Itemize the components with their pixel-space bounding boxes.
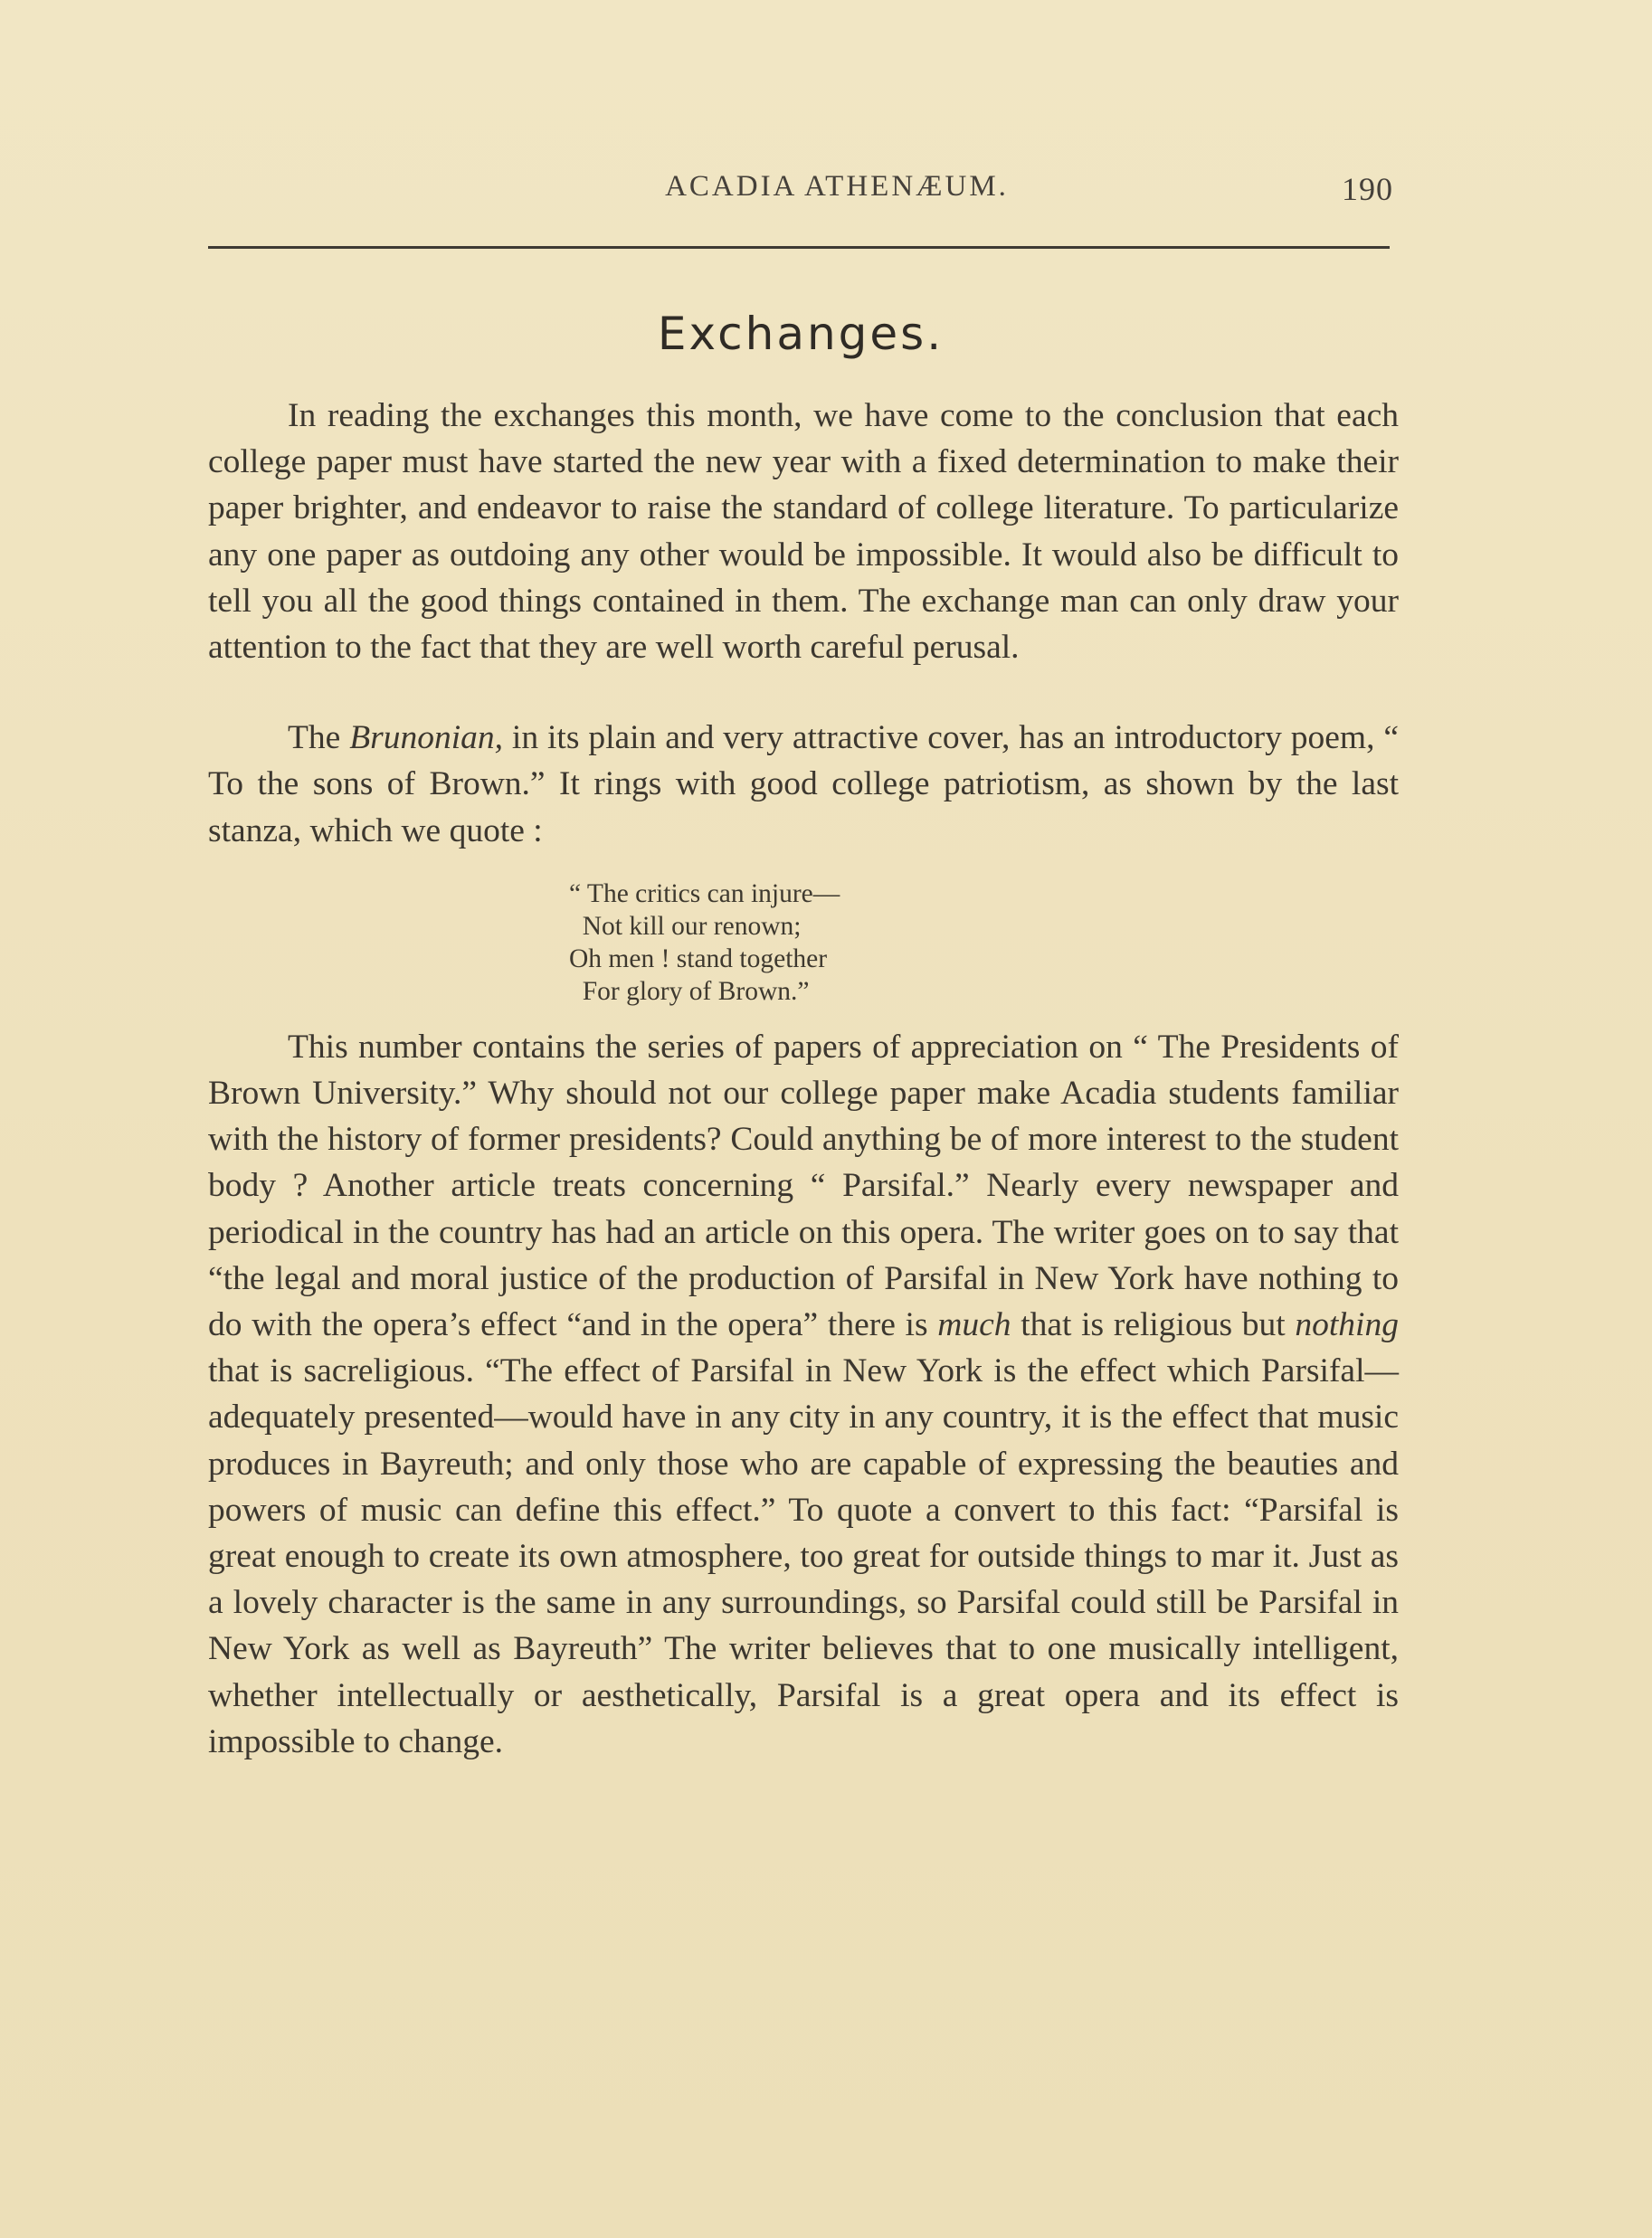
article-body <box>208 393 1399 1765</box>
emphasis-much: much <box>937 1306 1011 1344</box>
stanza-line: For glory of Brown.” <box>569 976 810 1006</box>
emphasis-nothing: nothing <box>1295 1306 1399 1344</box>
section-title: Exchanges. <box>657 308 945 360</box>
running-title: ACADIA ATHENÆUM. <box>665 170 1009 203</box>
stanza-line: “ The critics can injure— <box>569 878 840 908</box>
paragraph-brunonian <box>208 715 1399 854</box>
page-number: 190 <box>1342 171 1393 207</box>
paragraph-parsifal-text-a: This number contains the series of papers of appreciation on “ The Presidents of Brown University.” Why should not our college paper make Acadia students familiar with the history of former presidents? Could anything be of more interest to the student body ? Another article treats concerning “ Parsifal.” Nearly every newspaper and periodical in the country has had an article on this opera. The writer goes on to say that “the legal and moral justice of the production of Parsifal in New York have nothing to do with the opera’s effect “and in the opera” there is <box>208 1028 1399 1344</box>
stanza-line: Not kill our renown; <box>569 911 802 941</box>
paragraph-parsifal-text-b: that is religious but <box>1011 1306 1296 1344</box>
stanza-line: Oh men ! stand together <box>569 944 828 973</box>
publication-title-brunonian: Brunonian, <box>349 719 504 757</box>
paragraph-parsifal <box>208 1024 1399 1765</box>
paragraph-intro: In reading the exchanges this month, we have come to the conclusion that each college paper must have started the new year with a fixed determination to make their paper brighter, and endeavor to raise the standard of college literature. To particularize any one paper as outdoing any other would be impossible. It would also be difficult to tell you all the good things contained in them. The exchange man can only draw your attention to the fact that they are well worth careful perusal. <box>208 397 1399 667</box>
paragraph-parsifal-text-c: that is sacreligious. “The effect of Parsifal in New York is the effect which Parsifal—adequately presented—would have in any city in any country, it is the effect that music produces in Bayreuth; and only those who are capable of expressing the beauties and powers of music can define this effect.” To quote a convert to this fact: “Parsifal is great enough to create its own atmosphere, too great for outside things to mar it. Just as a lovely character is the same in any surroundings, so Parsifal could still be Parsifal in New York as well as Bayreuth” The writer believes that to one musically intelligent, whether intellectually or aesthetically, Parsifal is a great opera and its effect is impossible to change. <box>208 1352 1399 1760</box>
quoted-stanza <box>208 877 1399 1008</box>
paragraph-brunonian-text-start: The <box>288 719 350 757</box>
paragraph-brunonian-text-end: in its plain and very attractive cover, has an introductory poem, “ To the sons of Brown.” It rings with good college patriotism, as shown by the last stanza, which we quote : <box>208 719 1399 849</box>
header-rule <box>208 246 1390 249</box>
running-head <box>208 170 1393 215</box>
